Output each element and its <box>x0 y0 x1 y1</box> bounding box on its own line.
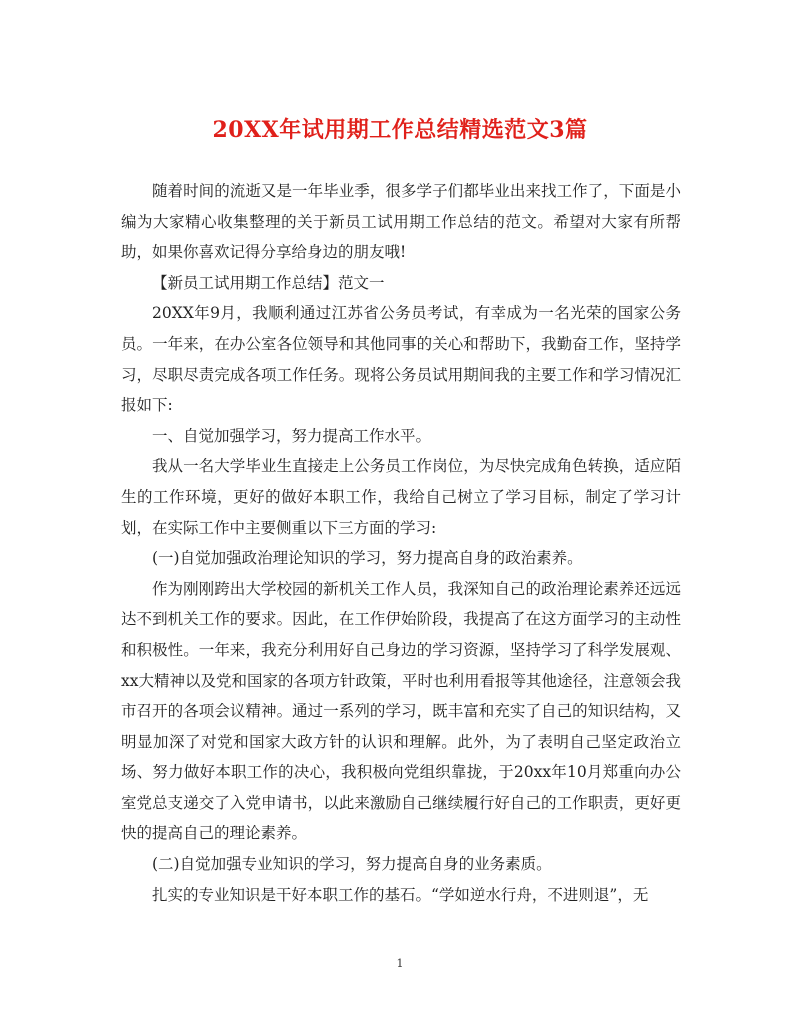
section-heading-study: 一、自觉加强学习，努力提高工作水平。 <box>152 426 432 445</box>
section-heading-sample-one: 【新员工试用期工作总结】范文一 <box>152 273 385 292</box>
document-title: 20XX年试用期工作总结精选范文3篇 <box>212 117 588 143</box>
body-paragraph: 作为刚刚跨出大学校园的新机关工作人员，我深知自己的政治理论素养还远远达不到机关工作的要求。因此，在工作伊始阶段，我提高了在这方面学习的主动性和积极性。一年来，我充分利用好自己身边的学习资源，坚持学习了科学发展观、xx大精神以及党和国家的各项方针政策，平时也利用看报等其他途径，注意领会我市召开的各项会议精神。通过一系列的学习，既丰富和充实了自己的知识结构，又明显加深了对党和国家大政方针的认识和理解。此外，为了表明自己坚定政治立场、努力做好本职工作的决心，我积极向党组织靠拢，于20xx年10月郑重向办公室党总支递交了入党申请书，以此来激励自己继续履行好自己的工作职责，更好更快的提高自己的理论素养。 <box>121 579 681 843</box>
document-body <box>121 176 681 910</box>
subsection-heading-political: (一)自觉加强政治理论知识的学习，努力提高自身的政治素养。 <box>152 549 583 568</box>
page-number: 1 <box>396 957 404 970</box>
body-paragraph: 扎实的专业知识是干好本职工作的基石。“学如逆水行舟，不进则退”，无 <box>152 885 649 904</box>
intro-paragraph: 随着时间的流逝又是一年毕业季，很多学子们都毕业出来找工作了，下面是小编为大家精心收集整理的关于新员工试用期工作总结的范文。希望对大家有所帮助，如果你喜欢记得分享给身边的朋友哦! <box>121 182 681 262</box>
body-paragraph: 我从一名大学毕业生直接走上公务员工作岗位，为尽快完成角色转换，适应陌生的工作环境，更好的做好本职工作，我给自己树立了学习目标，制定了学习计划，在实际工作中主要侧重以下三方面的学习: <box>121 457 681 537</box>
body-paragraph: 20XX年9月，我顺利通过江苏省公务员考试，有幸成为一名光荣的国家公务员。一年来，在办公室各位领导和其他同事的关心和帮助下，我勤奋工作，坚持学习，尽职尽责完成各项工作任务。现将公务员试用期间我的主要工作和学习情况汇报如下: <box>121 304 681 415</box>
subsection-heading-professional: (二)自觉加强专业知识的学习，努力提高自身的业务素质。 <box>152 855 552 874</box>
